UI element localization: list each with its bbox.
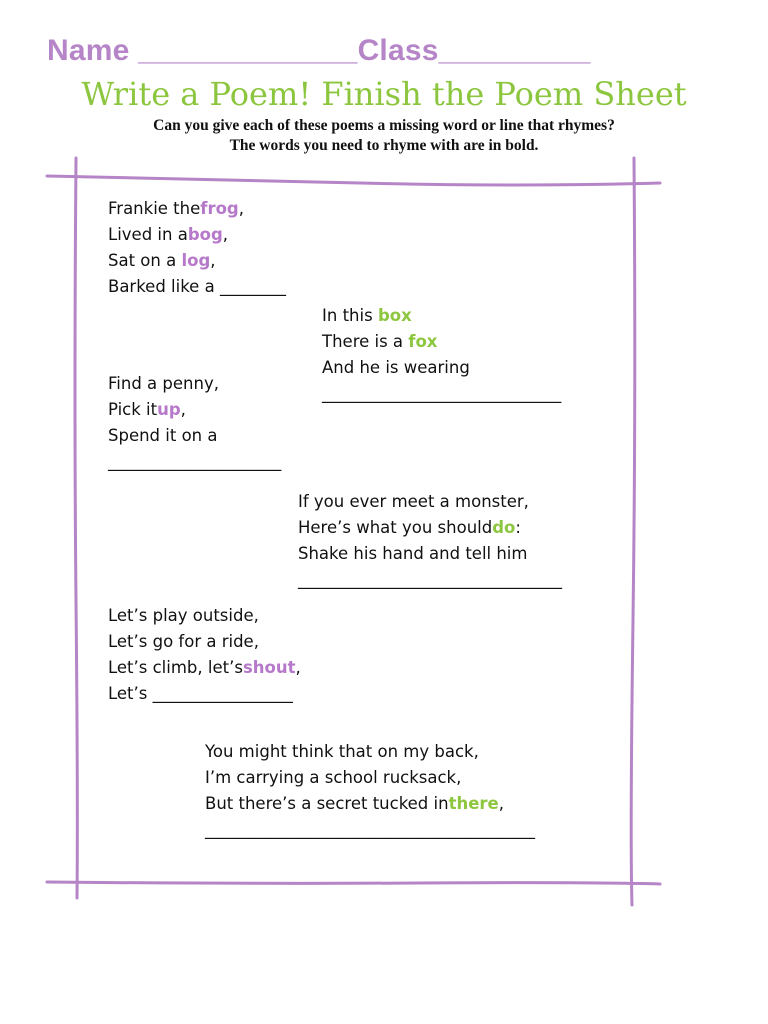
poem-text: In this xyxy=(322,306,373,325)
poem-line xyxy=(108,196,286,222)
rhyme-word: there xyxy=(448,794,499,813)
rhyme-word: bog xyxy=(187,225,223,244)
frame-top-line xyxy=(47,176,660,185)
rhyme-word: up xyxy=(157,400,181,419)
poem-text: Sat on a xyxy=(108,251,177,270)
poem-line: You might think that on my back, xyxy=(205,742,479,761)
poem-line: Spend it on a xyxy=(108,426,218,445)
poem-text: Let’s climb, let’s xyxy=(108,658,243,677)
poem-line: Shake his hand and tell him xyxy=(298,544,528,563)
punctuation: , xyxy=(238,199,244,218)
poem-answer-blank[interactable]: ________________________________________ xyxy=(205,820,535,839)
poem-line: I’m carrying a school rucksack, xyxy=(205,768,462,787)
poem-line xyxy=(108,397,281,423)
poem-line xyxy=(322,329,561,355)
poem-text: Frankie the xyxy=(108,199,201,218)
rhyme-word: frog xyxy=(200,199,239,218)
poem-line xyxy=(108,655,301,681)
poem-text: Pick it xyxy=(108,400,158,419)
punctuation: , xyxy=(295,658,301,677)
poem-fox xyxy=(322,303,561,407)
poem-line: Let’s play outside, xyxy=(108,606,259,625)
instruction-line-2: The words you need to rhyme with are in bold. xyxy=(229,137,539,154)
frame-left-line xyxy=(75,158,77,898)
punctuation: , xyxy=(180,400,186,419)
punctuation: , xyxy=(498,794,504,813)
poem-line xyxy=(108,248,286,274)
poem-line: Let’s go for a ride, xyxy=(108,632,259,651)
rhyme-word: log xyxy=(181,251,211,270)
poem-line: And he is wearing xyxy=(322,358,470,377)
poem-answer-blank[interactable]: Barked like a ________ xyxy=(108,277,286,296)
punctuation: : xyxy=(515,518,521,537)
punctuation: , xyxy=(210,251,216,270)
poem-frog xyxy=(108,196,286,300)
name-label: Name xyxy=(47,34,130,67)
poem-line xyxy=(108,222,286,248)
poem-line: Find a penny, xyxy=(108,374,219,393)
poem-text: There is a xyxy=(322,332,404,351)
poem-answer-blank[interactable]: _____________________ xyxy=(108,452,282,471)
frame-bottom-line xyxy=(47,882,660,884)
poem-answer-blank[interactable]: _____________________________ xyxy=(322,384,562,403)
poem-monster xyxy=(298,489,562,593)
poem-answer-blank[interactable]: Let’s _________________ xyxy=(108,684,293,703)
poem-line: If you ever meet a monster, xyxy=(298,492,529,511)
poem-line xyxy=(322,303,561,329)
poem-outside xyxy=(108,603,301,707)
rhyme-word: shout xyxy=(242,658,296,677)
rhyme-word: fox xyxy=(408,332,438,351)
punctuation: , xyxy=(222,225,229,244)
page-title: Write a Poem! Finish the Poem Sheet xyxy=(81,75,687,113)
poem-text: Here’s what you should xyxy=(298,518,493,537)
name-blank: _____________ xyxy=(138,34,358,67)
poem-rucksack xyxy=(205,739,535,843)
poem-text: But there’s a secret tucked in xyxy=(205,794,449,813)
instruction-line-1: Can you give each of these poems a missing word or line that rhymes? xyxy=(153,117,615,134)
class-label: Class xyxy=(357,34,439,67)
poem-text: Lived in a xyxy=(108,225,188,244)
poem-answer-blank[interactable]: ________________________________ xyxy=(298,570,562,589)
poem-line xyxy=(298,515,562,541)
rhyme-word: do xyxy=(492,518,516,537)
class-blank: _________ xyxy=(438,34,591,67)
frame-right-line xyxy=(631,158,635,905)
poem-line xyxy=(205,791,535,817)
rhyme-word: box xyxy=(377,306,412,325)
poem-penny xyxy=(108,371,281,475)
